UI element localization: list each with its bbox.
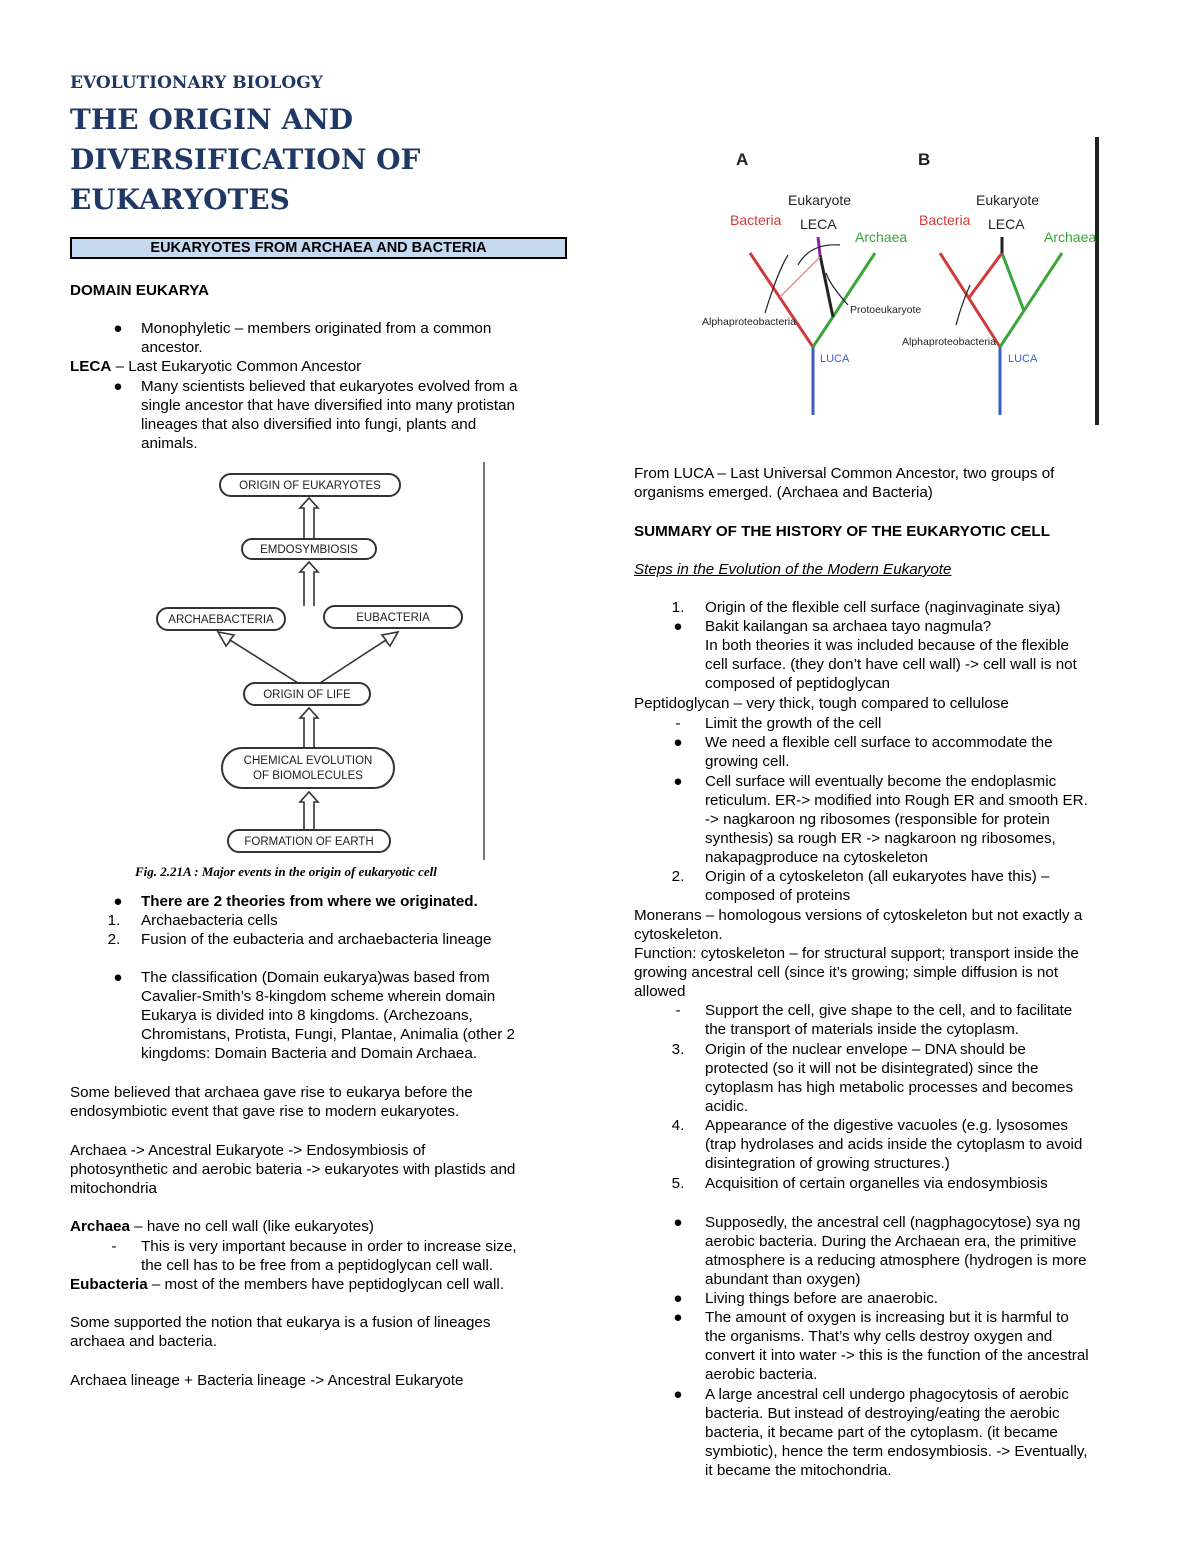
domain-heading: DOMAIN EUKARYA: [70, 282, 209, 299]
text-line: Monophyletic – members originated from a common: [141, 320, 492, 337]
text-line: Origin of a cytoskeleton (all eukaryotes have this) –: [705, 868, 1050, 885]
large-cell-text: [705, 1385, 1135, 1480]
phylogeny-tree-figure: [700, 135, 1105, 427]
text-line: acidic.: [705, 1098, 749, 1115]
panel-label: B: [918, 150, 931, 169]
text-line: atmosphere is a reducing atmosphere (hydrogen is more: [705, 1252, 1087, 1269]
text-line: animals.: [141, 435, 198, 452]
bullet-icon: ●: [113, 320, 123, 337]
box-label: EUBACTERIA: [356, 612, 430, 624]
text-line: mitochondria: [70, 1180, 157, 1197]
bullet-icon: ●: [673, 1386, 683, 1403]
text-line: archaea and bacteria.: [70, 1333, 217, 1350]
text-line: -> nagkaroon ng ribosomes (responsible for protein: [705, 811, 1050, 828]
text-line: reticulum. ER-> modified into Rough ER and smooth ER.: [705, 792, 1088, 809]
box-label: ORIGIN OF EUKARYOTES: [239, 480, 381, 492]
box-label: ORIGIN OF LIFE: [263, 689, 351, 701]
text-line: cytoskeleton.: [634, 926, 723, 943]
text-line: convert it into water -> this is the function of the ancestral: [705, 1347, 1089, 1364]
text-line: Origin of the nuclear envelope – DNA should be: [705, 1041, 1026, 1058]
text-line: Monerans – homologous versions of cytoskeleton but not exactly a: [634, 907, 1083, 924]
list-number: 2.: [107, 931, 121, 948]
text-line: composed of peptidoglycan: [705, 675, 890, 692]
dash-marker: -: [111, 1238, 117, 1255]
step-3: [705, 1040, 1135, 1116]
steps-heading: [634, 560, 1134, 579]
tree-panel-b: [902, 192, 1096, 415]
text-line: Cell surface will eventually become the endoplasmic: [705, 773, 1057, 790]
leca-def: – Last Eukaryotic Common Ancestor: [111, 358, 362, 375]
text-line: Many scientists believed that eukaryotes evolved from a: [141, 378, 518, 395]
box-label: FORMATION OF EARTH: [244, 836, 374, 848]
bullet-icon: ●: [673, 773, 683, 790]
archaea-to-leca: [1002, 253, 1024, 311]
text-line: single ancestor that have diversified into many protistan: [141, 397, 515, 414]
tree-panel-a: [702, 192, 921, 415]
leca-label: LECA: [800, 216, 837, 232]
bullet-icon: ●: [673, 1309, 683, 1326]
arrow-diagonal-icon: [218, 632, 298, 683]
text-line: it became the mitochondria.: [705, 1462, 892, 1479]
many-scientists-text: [141, 377, 566, 453]
bacteria-label: Bacteria: [730, 212, 782, 228]
text-line: aerobic bacteria.: [705, 1366, 818, 1383]
bullet-icon: ●: [113, 893, 123, 910]
bakit-text: [705, 617, 1135, 693]
text-line: The classification (Domain eukarya)was based from: [141, 969, 490, 986]
luca-label: LUCA: [820, 353, 850, 365]
cell-surface-text: [705, 772, 1135, 867]
text-line: the transport of materials inside the cytoplasm.: [705, 1021, 1020, 1038]
text-line: Some supported the notion that eukarya is a fusion of lineages: [70, 1314, 491, 1331]
step-5: Acquisition of certain organelles via endosymbiosis: [705, 1175, 1048, 1192]
summary-heading: SUMMARY OF THE HISTORY OF THE EUKARYOTIC CELL: [634, 523, 1050, 540]
some-supported-text: [70, 1313, 570, 1351]
text-line: (trap hydrolases and acids inside the cytoplasm to avoid: [705, 1136, 1083, 1153]
oxygen-text: [705, 1308, 1135, 1384]
supposedly-text: [705, 1213, 1135, 1289]
text-line: endosymbiotic event that gave rise to modern eukaryotes.: [70, 1103, 460, 1120]
theory-item: Fusion of the eubacteria and archaebacteria lineage: [141, 931, 492, 948]
text-line: disintegration of growing structures.): [705, 1155, 950, 1172]
title-line: DIVERSIFICATION OF: [70, 143, 421, 176]
box-label: EMDOSYMBIOSIS: [260, 544, 358, 556]
some-believed-text: [70, 1083, 570, 1121]
protoeukaryote-branch: [820, 255, 833, 317]
support-text: [705, 1001, 1135, 1039]
text-line: Support the cell, give shape to the cell, and to facilitate: [705, 1002, 1073, 1019]
text-line: From LUCA – Last Universal Common Ancestor, two groups of: [634, 465, 1055, 482]
step-2: [705, 867, 1135, 905]
text-line: protected (so it will not be disintegrated) since the: [705, 1060, 1039, 1077]
flexible-text: [705, 733, 1135, 771]
text-line: This is very important because in order to increase size,: [141, 1238, 517, 1255]
text-line: allowed: [634, 983, 686, 1000]
text-line: In both theories it was included because of the flexible: [705, 637, 1069, 654]
arrow-up-icon: [300, 792, 318, 830]
text-line: kingdoms: Domain Bacteria and Domain Archaea.: [141, 1045, 477, 1062]
protoeukaryote-label: Protoeukaryote: [850, 304, 922, 316]
fusion-path-text: Archaea lineage + Bacteria lineage -> Ancestral Eukaryote: [70, 1372, 464, 1389]
text-line: We need a flexible cell surface to accommodate the: [705, 734, 1053, 751]
box-chemical-evolution: [222, 748, 394, 788]
arrow-diagonal-icon: [320, 632, 398, 683]
list-number: 1.: [671, 599, 685, 616]
bullet-icon: ●: [673, 1214, 683, 1231]
monerans-text: [634, 906, 1134, 944]
step-1: Origin of the flexible cell surface (naginvaginate siya): [705, 599, 1061, 616]
text-line: synthesis) sa rough ER -> nagkaroon ng ribosomes,: [705, 830, 1056, 847]
living-text: Living things before are anaerobic.: [705, 1290, 939, 1307]
arrow-up-icon: [300, 562, 318, 606]
dash-marker: -: [675, 1002, 681, 1019]
archaea-note: [141, 1237, 566, 1275]
monophyletic-text: [141, 319, 561, 357]
from-luca-text: [634, 464, 1134, 502]
text-line: bacteria, it became part of the cytoplasm. (it became: [705, 1424, 1058, 1441]
text-line: aerobic bacteria. During the Archaean era, the primitive: [705, 1233, 1077, 1250]
theory-item: Archaebacteria cells: [141, 912, 278, 929]
list-number: 2.: [671, 868, 685, 885]
eukaryote-branch: [818, 237, 820, 255]
figure-caption: Fig. 2.21A : Major events in the origin of eukaryotic cell: [135, 864, 437, 879]
text-line: Archaea -> Ancestral Eukaryote -> Endosymbiosis of: [70, 1142, 426, 1159]
eubacteria-definition: [70, 1275, 570, 1294]
text-line: growing ancestral cell (since it’s growing; simple diffusion is not: [634, 964, 1059, 981]
section-heading-box: EUKARYOTES FROM ARCHAEA AND BACTERIA: [70, 237, 567, 259]
text-line: the cell has to be free from a peptidoglycan cell wall.: [141, 1257, 494, 1274]
bullet-icon: ●: [673, 734, 683, 751]
text-line: symbiotic), hence the term endosymbiosis. -> Eventually,: [705, 1443, 1088, 1460]
text-line: Bakit kailangan sa archaea tayo nagmula?: [705, 618, 992, 635]
classification-text: [141, 968, 566, 1063]
document-title: [70, 100, 490, 220]
text-line: cell surface. (they don’t have cell wall) -> cell wall is not: [705, 656, 1077, 673]
arrow-up-icon: [300, 498, 318, 539]
text-line: growing cell.: [705, 753, 790, 770]
text-line: The amount of oxygen is increasing but it is harmful to: [705, 1309, 1069, 1326]
archaea-term: Archaea: [70, 1218, 130, 1235]
list-number: 4.: [671, 1117, 685, 1134]
box-label: OF BIOMOLECULES: [253, 770, 363, 782]
archaea-label: Archaea: [855, 229, 908, 245]
box-label: ARCHAEBACTERIA: [168, 614, 274, 626]
dash-marker: -: [675, 715, 681, 732]
luca-label: LUCA: [1008, 353, 1038, 365]
bullet-icon: ●: [673, 618, 683, 635]
text-line: photosynthetic and aerobic bateria -> eukaryotes with plastids and: [70, 1161, 516, 1178]
text-line: Function: cytoskeleton – for structural support; transport inside the: [634, 945, 1079, 962]
text-line: Appearance of the digestive vacuoles (e.g. lysosomes: [705, 1117, 1069, 1134]
archaea-def: – have no cell wall (like eukaryotes): [129, 1218, 374, 1235]
alphaproteobacteria-label: Alphaproteobacteria: [902, 336, 996, 348]
peptidoglycan-text: Peptidoglycan – very thick, tough compared to cellulose: [634, 695, 1009, 712]
function-text: [634, 944, 1134, 1001]
list-number: 3.: [671, 1041, 685, 1058]
text-line: Supposedly, the ancestral cell (nagphagocytose) sya ng: [705, 1214, 1081, 1231]
archaea-branch: [1000, 253, 1062, 347]
text-line: ancestor.: [141, 339, 203, 356]
arrow-up-icon: [300, 708, 318, 748]
text-line: Chromistans, Protista, Fungi, Plantae, Animalia (other 2: [141, 1026, 515, 1043]
eukaryote-label: Eukaryote: [788, 192, 852, 208]
eubacteria-term: Eubacteria: [70, 1276, 148, 1293]
steps-heading-text: Steps in the Evolution of the Modern Eukaryote: [634, 561, 952, 578]
title-line: EUKARYOTES: [70, 183, 290, 216]
bullet-icon: ●: [673, 1290, 683, 1307]
document-subject: EVOLUTIONARY BIOLOGY: [70, 73, 323, 93]
leca-term: LECA: [70, 358, 112, 375]
text-line: cytoplasm has high metabolic processes and becomes: [705, 1079, 1074, 1096]
eubacteria-def: – most of the members have peptidoglycan cell wall.: [147, 1276, 504, 1293]
archaea-definition: [70, 1217, 570, 1236]
two-theories-text: There are 2 theories from where we originated.: [141, 893, 478, 910]
bullet-icon: ●: [113, 969, 123, 986]
text-line: composed of proteins: [705, 887, 851, 904]
text-line: nakapagproduce na cytoskeleton: [705, 849, 928, 866]
text-line: A large ancestral cell undergo phagocytosis of aerobic: [705, 1386, 1069, 1403]
leca-label: LECA: [988, 216, 1025, 232]
text-line: Eukarya is divided into 8 kingdoms. (Archezoans,: [141, 1007, 473, 1024]
archaea-label: Archaea: [1044, 229, 1097, 245]
text-line: Some believed that archaea gave rise to eukarya before the: [70, 1084, 473, 1101]
text-line: the organisms. That’s why cells destroy oxygen and: [705, 1328, 1053, 1345]
origin-flow-figure: [130, 460, 490, 885]
archaea-path-text: [70, 1141, 570, 1198]
panel-label: A: [736, 150, 749, 169]
list-number: 1.: [107, 912, 121, 929]
endosymbiosis-link: [780, 257, 820, 297]
leca-definition: [70, 357, 570, 376]
box-label: CHEMICAL EVOLUTION: [243, 755, 373, 767]
list-number: 5.: [671, 1175, 685, 1192]
alphaproteobacteria-label: Alphaproteobacteria: [702, 316, 796, 328]
bacteria-label: Bacteria: [919, 212, 971, 228]
bullet-icon: ●: [113, 378, 123, 395]
text-line: Cavalier-Smith’s 8-kingdom scheme wherein domain: [141, 988, 496, 1005]
text-line: organisms emerged. (Archaea and Bacteria): [634, 484, 933, 501]
bacteria-to-leca: [968, 253, 1002, 299]
step-4: [705, 1116, 1135, 1173]
text-line: bacteria. But instead of destroying/eating the aerobic: [705, 1405, 1060, 1422]
text-line: abundant than oxygen): [705, 1271, 861, 1288]
title-line: THE ORIGIN AND: [70, 103, 354, 136]
text-line: lineages that also diversified into fungi, plants and: [141, 416, 477, 433]
eukaryote-label: Eukaryote: [976, 192, 1040, 208]
limit-text: Limit the growth of the cell: [705, 715, 882, 732]
